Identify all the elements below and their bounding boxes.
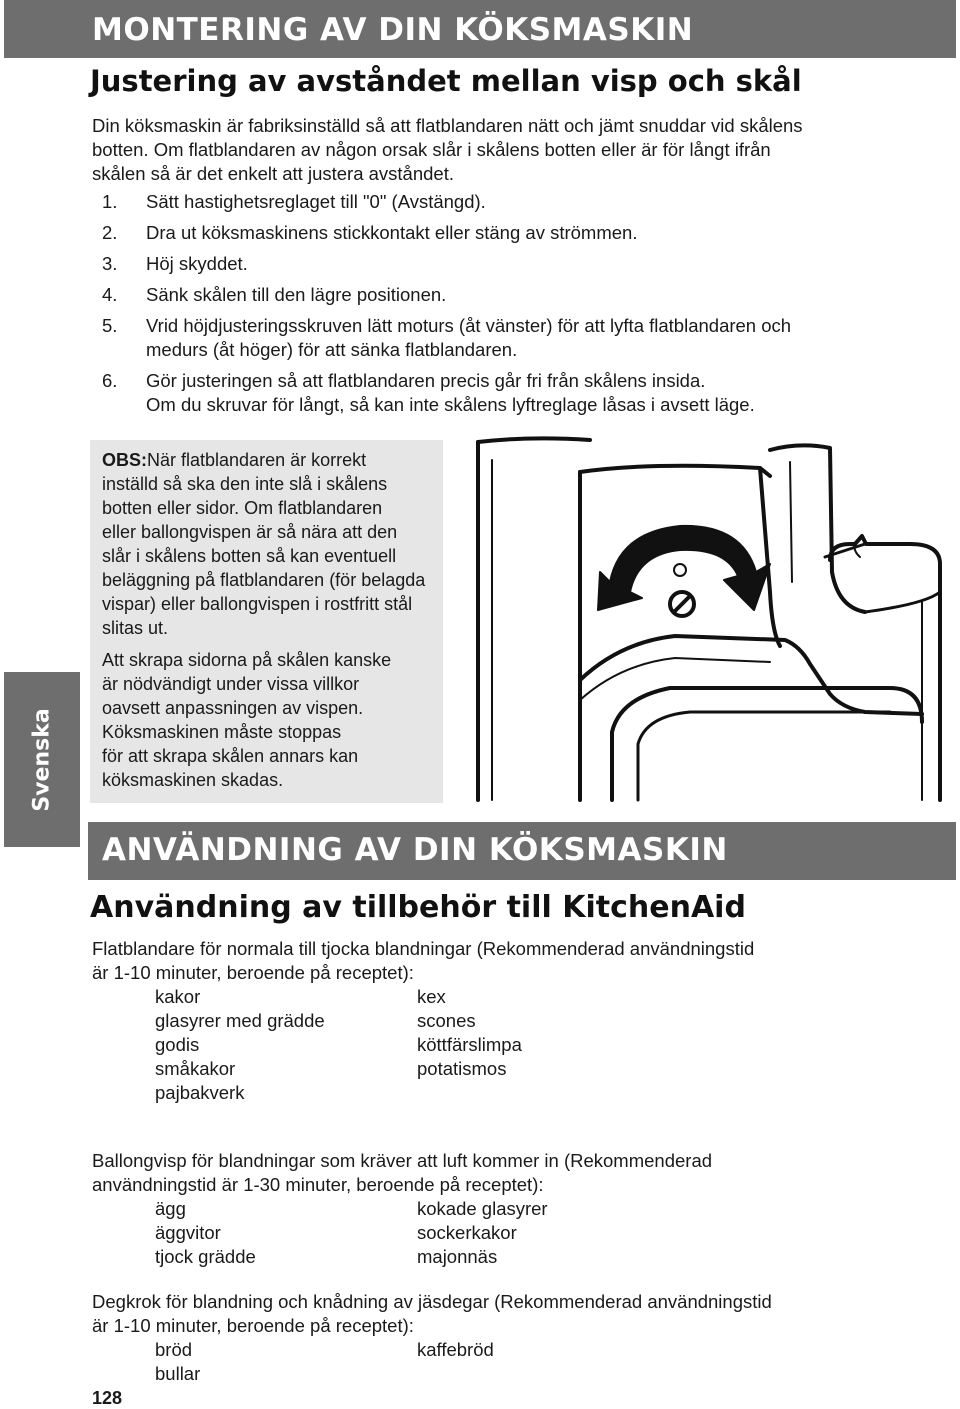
note-line: vispar) eller ballongvispen i rostfritt stål [102, 594, 413, 614]
intro-line: skålen så är det enkelt att justera avståndet. [92, 163, 454, 184]
note-paragraph-1 [102, 448, 433, 640]
item-list-flat-beater [155, 985, 655, 1105]
note-line: för att skrapa skålen annars kan [102, 746, 359, 766]
language-side-tab [4, 672, 80, 847]
section-heading-adjustment: Justering av avståndet mellan visp och skål [90, 64, 802, 98]
list-item [92, 314, 852, 362]
item-list-dough-hook [155, 1338, 655, 1386]
group-intro-line: Flatblandare för normala till tjocka blandningar (Rekommenderad användningstid [92, 938, 755, 959]
note-line: slitas ut. [102, 618, 169, 638]
list-item: äggvitor [155, 1222, 221, 1243]
note-paragraph-2 [102, 648, 433, 792]
list-item: scones [417, 1010, 476, 1031]
banner-title: ANVÄNDNING AV DIN KÖKSMASKIN [102, 832, 728, 868]
item-list-wire-whip [155, 1197, 655, 1269]
list-item: godis [155, 1034, 200, 1055]
list-item: bullar [155, 1363, 201, 1384]
intro-line: Din köksmaskin är fabriksinställd så att flatblandaren nätt och jämt snuddar vid skålens [92, 115, 803, 136]
list-item: potatismos [417, 1058, 507, 1079]
note-line: inställd så ska den inte slå i skålens [102, 474, 388, 494]
note-line: botten eller sidor. Om flatblandaren [102, 498, 383, 518]
note-line: är nödvändigt under vissa villkor [102, 674, 360, 694]
list-item: småkakor [155, 1058, 236, 1079]
bowl-height-adjustment-screw-illustration [470, 432, 956, 802]
note-line: Att skrapa sidorna på skålen kanske [102, 650, 392, 670]
list-item: kex [417, 986, 446, 1007]
note-label: OBS: [102, 450, 147, 470]
group-intro-line: Ballongvisp för blandningar som kräver att luft kommer in (Rekommenderad [92, 1150, 713, 1171]
step-number: 1. [102, 191, 118, 212]
group-intro-line: Degkrok för blandning och knådning av jäsdegar (Rekommenderad användningstid [92, 1291, 772, 1312]
note-box [90, 440, 443, 803]
group-intro-line: är 1-10 minuter, beroende på receptet): [92, 962, 414, 983]
list-item [92, 283, 852, 307]
group-intro [92, 937, 872, 985]
list-item: ägg [155, 1198, 186, 1219]
step-text: Vrid höjdjusteringsskruven lätt moturs (åt vänster) för att lyfta flatblandaren och [146, 315, 792, 336]
intro-line: botten. Om flatblandaren av någon orsak slår i skålens botten eller är för långt ifrån [92, 139, 771, 160]
list-item: kokade glasyrer [417, 1198, 548, 1219]
list-item [92, 190, 852, 214]
step-text: Gör justeringen så att flatblandaren precis går fri från skålens insida. [146, 370, 706, 391]
step-text: medurs (åt höger) för att sänka flatblandaren. [146, 339, 518, 360]
list-item: majonnäs [417, 1246, 498, 1267]
intro-paragraph [92, 114, 852, 186]
list-item: kaffebröd [417, 1339, 494, 1360]
note-line: beläggning på flatblandaren (för belagda [102, 570, 426, 590]
step-number: 5. [102, 315, 118, 336]
section-banner-assembly [4, 0, 956, 58]
list-item [92, 221, 852, 245]
side-tab-label: Svenska [29, 707, 55, 812]
note-line: eller ballongvispen är så nära att den [102, 522, 398, 542]
steps-list [92, 190, 852, 424]
list-item: kakor [155, 986, 201, 1007]
list-item: pajbakverk [155, 1082, 245, 1103]
list-item: glasyrer med grädde [155, 1010, 325, 1031]
group-intro-line: användningstid är 1-30 minuter, beroende på receptet): [92, 1174, 544, 1195]
note-line: oavsett anpassningen av vispen. [102, 698, 364, 718]
list-item: bröd [155, 1339, 193, 1360]
step-text: Sätt hastighetsreglaget till "0" (Avstängd). [146, 191, 486, 212]
step-text: Höj skyddet. [146, 253, 248, 274]
step-number: 3. [102, 253, 118, 274]
note-line: slår i skålens botten så kan eventuell [102, 546, 397, 566]
step-text: Sänk skålen till den lägre positionen. [146, 284, 447, 305]
step-number: 6. [102, 370, 118, 391]
note-line: Köksmaskinen måste stoppas [102, 722, 342, 742]
note-line: köksmaskinen skadas. [102, 770, 284, 790]
step-number: 4. [102, 284, 118, 305]
step-number: 2. [102, 222, 118, 243]
note-line: När flatblandaren är korrekt [147, 450, 367, 470]
group-intro [92, 1290, 872, 1338]
banner-title: MONTERING AV DIN KÖKSMASKIN [92, 12, 694, 48]
list-item: köttfärslimpa [417, 1034, 522, 1055]
list-item: sockerkakor [417, 1222, 517, 1243]
list-item [92, 252, 852, 276]
step-text: Dra ut köksmaskinens stickkontakt eller stäng av strömmen. [146, 222, 638, 243]
group-intro-line: är 1-10 minuter, beroende på receptet): [92, 1315, 414, 1336]
section-heading-accessories: Användning av tillbehör till KitchenAid [90, 890, 746, 925]
section-banner-usage [88, 822, 956, 880]
step-text: Om du skruvar för långt, så kan inte skålens lyftreglage låsas i avsett läge. [146, 394, 755, 415]
group-intro [92, 1149, 872, 1197]
list-item: tjock grädde [155, 1246, 256, 1267]
page-number: 128 [92, 1388, 123, 1408]
list-item [92, 369, 852, 417]
